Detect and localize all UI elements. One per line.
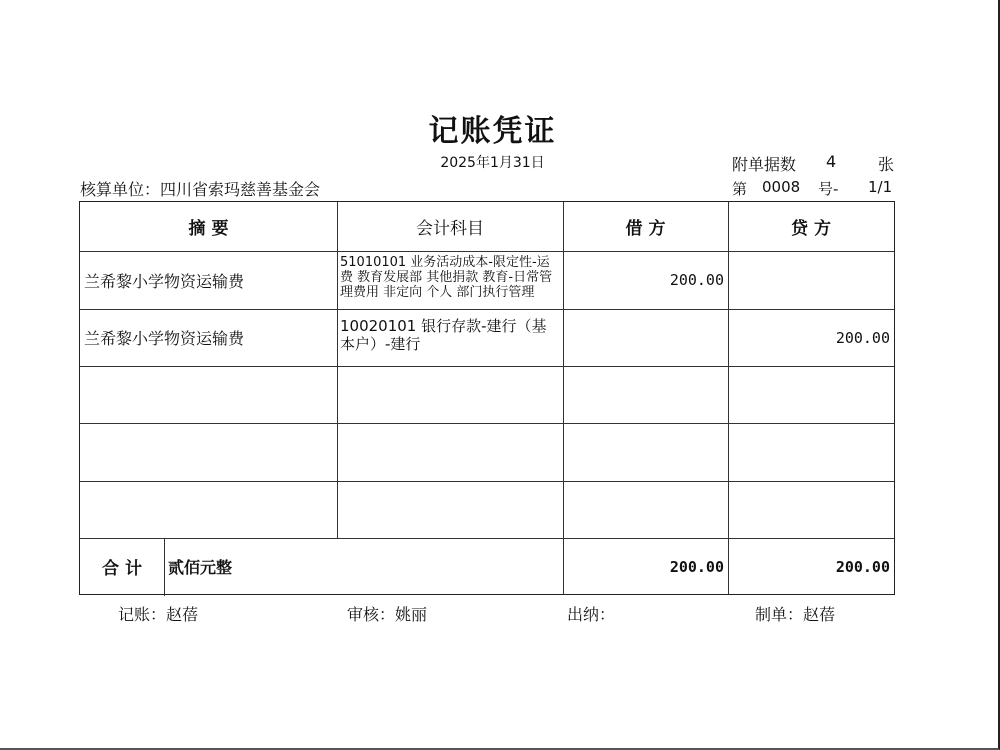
header-credit: 贷 方 — [791, 219, 831, 239]
header-debit: 借 方 — [625, 219, 666, 239]
voucher-table — [79, 201, 895, 595]
header-summary: 摘 要 — [188, 219, 229, 239]
bookkeeper-signature — [118, 602, 198, 625]
row-divider — [80, 423, 894, 424]
row-1-summary: 兰希黎小学物资运输费 — [84, 271, 245, 291]
accounting-unit — [80, 177, 320, 200]
accounting-unit-name: 四川省索玛慈善基金会 — [160, 180, 321, 199]
row-2-credit: 200.00 — [835, 328, 890, 347]
cashier-label: 出纳： — [567, 605, 616, 624]
row-divider — [80, 481, 894, 482]
voucher-number-suffix: 号- — [818, 180, 839, 198]
reviewer-signature — [347, 602, 427, 625]
total-credit: 200.00 — [835, 557, 890, 576]
attachments-label: 附单据数 — [732, 155, 797, 174]
preparer-signature — [755, 602, 835, 625]
preparer-name: 赵蓓 — [803, 605, 836, 624]
voucher-page: 1/1 — [868, 178, 893, 196]
row-divider — [80, 366, 894, 367]
row-2-account: 10020101 银行存款-建行（基本户）-建行 — [340, 317, 547, 353]
cashier-signature — [567, 602, 615, 625]
row-1-debit: 200.00 — [669, 271, 724, 289]
reviewer-name: 姚丽 — [395, 605, 428, 624]
voucher-number-prefix: 第 — [732, 180, 748, 198]
row-2-debit — [563, 309, 728, 366]
row-2-summary: 兰希黎小学物资运输费 — [84, 329, 245, 348]
total-label: 合 计 — [102, 559, 142, 579]
attachments-info — [732, 152, 895, 175]
bookkeeper-label: 记账： — [118, 605, 167, 624]
voucher-number-value: 0008 — [762, 178, 801, 196]
row-1-credit — [728, 251, 894, 309]
total-debit: 200.00 — [669, 557, 724, 576]
attachments-count: 4 — [826, 152, 837, 171]
reviewer-label: 审核： — [347, 605, 396, 624]
header-account: 会计科目 — [416, 219, 484, 239]
row-1-account: 51010101 业务活动成本-限定性-运费 教育发展部 其他捐款 教育-日常管理费用 非定向 个人 部门执行管理 — [340, 255, 553, 300]
voucher-title: 记账凭证 — [428, 114, 557, 149]
bookkeeper-name: 赵蓓 — [166, 605, 199, 624]
accounting-unit-label: 核算单位： — [80, 180, 161, 199]
total-amount-words: 贰佰元整 — [168, 558, 233, 577]
preparer-label: 制单： — [755, 605, 804, 624]
voucher-date: 2025年1月31日 — [440, 155, 545, 171]
attachments-unit: 张 — [878, 155, 895, 174]
